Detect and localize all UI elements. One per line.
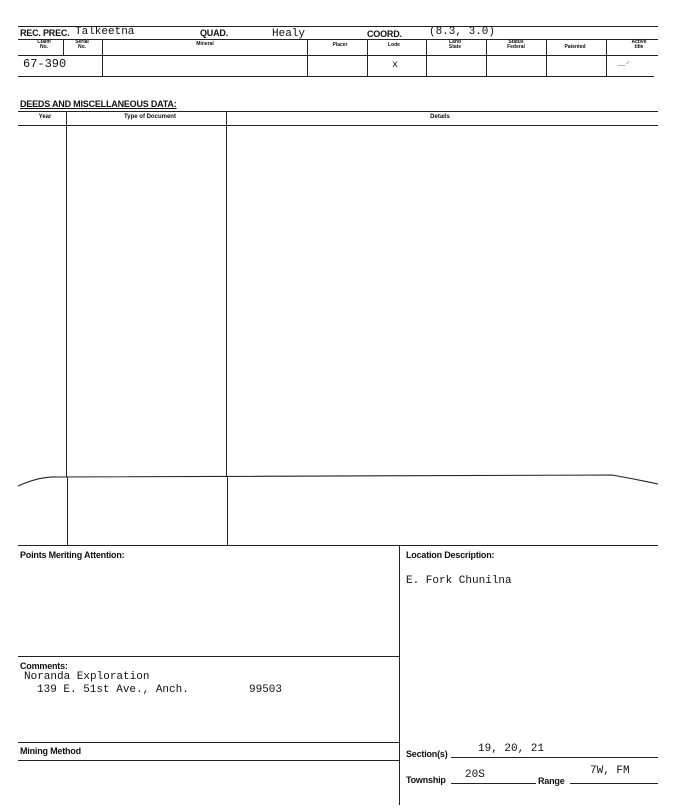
comments-label: Comments: [20,661,68,671]
deeds-col-year: Year [38,114,52,120]
comments-line2-address: 139 E. 51st Ave., Anch. [37,684,189,696]
section-value: 19, 20, 21 [478,743,545,755]
deeds-col-details: Details [430,114,450,120]
col-mineral: Mineral [196,41,214,47]
col-placer: Placer [332,42,348,48]
quad-value: Healy [272,28,306,40]
range-label: Range [538,776,565,786]
col-status-federal: Status Federal [507,39,525,50]
claim-col-divider [102,39,103,76]
col-land-state: Land State [448,39,462,50]
claim-col-divider [426,39,427,76]
coord-value: (8.3, 3.0) [429,26,496,38]
township-label: Township [406,775,446,785]
claim-col-divider [367,39,368,76]
active-mark: —ᐟ [618,60,629,69]
col-active-title: Active title [631,39,647,50]
section-underline [451,757,658,758]
mining-top-rule [18,742,399,743]
range-underline [570,783,658,784]
claim-col-divider [546,39,547,76]
claim-no-value: 67-390 [23,57,67,71]
deeds-col-divider [226,111,227,477]
claim-header-rule [18,55,658,56]
col-claim-no: Claim No. [37,39,51,50]
col-lode: Lode [388,42,400,48]
claim-col-divider [63,39,64,55]
col-serial-no: Serial No. [75,39,89,50]
coord-label: COORD. [367,29,402,39]
location-label: Location Description: [406,550,495,560]
township-value: 20S [465,769,485,781]
township-underline [451,783,536,784]
range-value: 7W, FM [590,765,630,777]
quad-label: QUAD. [200,28,228,38]
claim-col-divider [606,39,607,76]
section-label: Section(s) [406,749,448,759]
deeds-section-title: DEEDS AND MISCELLANEOUS DATA: [20,99,177,109]
claim-col-divider [307,39,308,76]
lower-top-rule [18,545,658,546]
rec-prec-value: Talkeetna [75,26,135,38]
deeds-header-rule [18,125,658,126]
mining-method-label: Mining Method [20,746,81,756]
points-label: Points Meriting Attention: [20,550,125,560]
deeds-top-rule [18,111,658,112]
location-value: E. Fork Chunilna [406,575,512,587]
mining-bottom-rule [18,760,399,761]
comments-line1: Noranda Exploration [24,671,150,683]
lower-center-divider [399,545,400,805]
claim-col-divider [486,39,487,76]
page-seam [0,466,678,492]
claim-row-bottom-rule [18,76,654,77]
lode-mark: x [392,60,399,71]
deeds-col-type: Type of Document [124,114,176,120]
col-patented: Patented [564,44,586,50]
rec-prec-label: REC. PREC. [20,28,70,38]
deeds-col-divider [66,111,67,477]
comments-top-rule [18,656,399,657]
comments-line2-zip: 99503 [249,684,283,696]
header-underline [18,39,658,40]
